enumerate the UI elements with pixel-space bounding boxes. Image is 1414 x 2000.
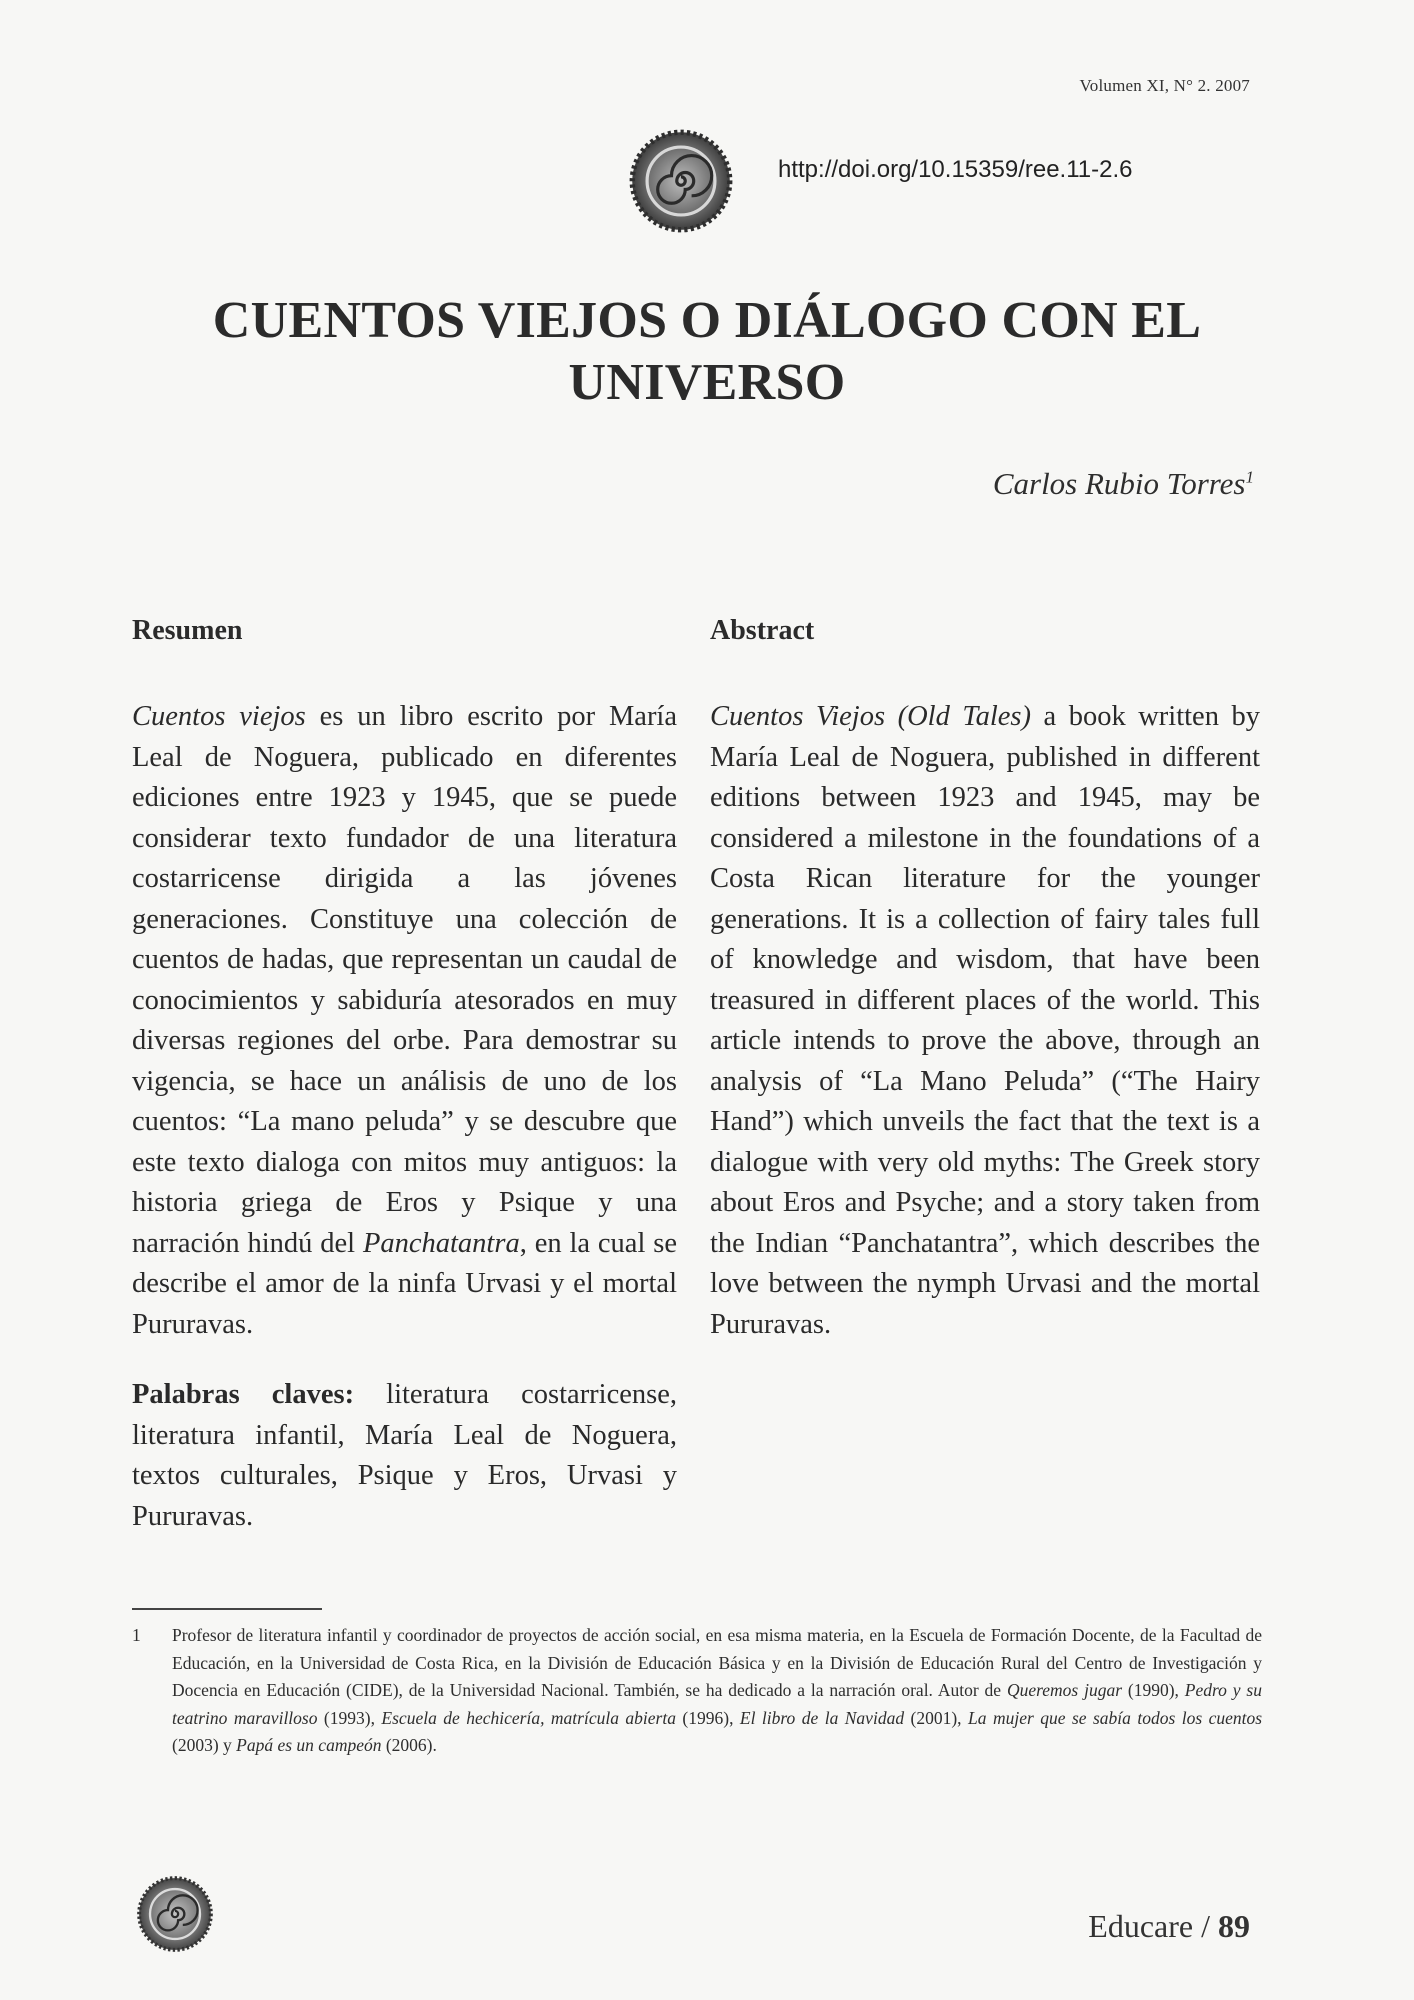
footnote-text-part: Profesor de literatura infantil y coordinador de proyectos de acción social, en esa misma materia, en la Escuela de Formación Docente, de la Facultad de Educación, en la Universidad de Costa Rica, en la División de Educación Básica y en la División de Educación Rural del Centro de Investigación y Docencia en Educación (CIDE), de la Universidad Nacional. También, se ha dedicado a la narración oral. Autor de [172, 1625, 1262, 1700]
footnote-text-part: (2003) y [172, 1735, 237, 1755]
footnote-text-part: (1990), [1122, 1680, 1185, 1700]
book-title: Escuela de hechicería, matrícula abierta [381, 1707, 676, 1728]
resumen-panchatantra-italic: Panchatantra [362, 1227, 520, 1259]
footnote-text-part: (1993), [317, 1707, 382, 1728]
page-footer [1088, 1908, 1250, 1945]
resumen-column [132, 615, 677, 1537]
abstract-heading: Abstract [710, 615, 815, 646]
abstract-lead-italic: Cuentos Viejos (Old Tales) [710, 701, 1031, 732]
footnote-text-part: (2001), [904, 1707, 969, 1728]
author-footnote [132, 1622, 1262, 1760]
footnote-number: 1 [132, 1625, 141, 1645]
book-title: La mujer que se sabía todos los cuentos [968, 1707, 1263, 1728]
keywords-label: Palabras claves: [132, 1379, 355, 1410]
resumen-text [132, 697, 677, 1345]
article-title: CUENTOS VIEJOS O DIÁLOGO CON EL UNIVERSO [212, 292, 1202, 411]
footnote-text [172, 1622, 1262, 1760]
footnote-divider [132, 1608, 322, 1610]
abstract-column [710, 615, 1260, 1345]
author-footnote-marker: 1 [1245, 467, 1254, 487]
volume-issue-label: Volumen XI, N° 2. 2007 [1079, 76, 1250, 95]
author-name-text: Carlos Rubio Torres [992, 466, 1246, 501]
footnote-text-part: (1996), [675, 1707, 740, 1728]
footnote-text-part: (2006). [381, 1735, 437, 1755]
author-name [993, 466, 1254, 502]
spiral-logo-icon [628, 128, 734, 234]
abstract-body: a book written by María Leal de Noguera, published in different editions between 1923 and 1945, may be considered a milestone in the foundations of a Costa Rican literature for the younger generations. It is a collection of fairy tales full of knowledge and wisdom, that have been treasured in different places of the world. This article intends to prove the above, through an analysis of “La Mano Peluda” (“The Hairy Hand”) which unveils the fact that the text is a dialogue with very old myths: The Greek story about Eros and Psyche; and a story taken from the Indian “Panchatantra”, which describes the love between the nymph Urvasi and the mortal Pururavas. [710, 701, 1260, 1340]
book-title: Pedro y su teatrino maravilloso [172, 1680, 1262, 1728]
keywords-list: literatura costarricense, literatura infantil, María Leal de Noguera, textos culturales, Psique y Eros, Urvasi y Pururavas. [132, 1379, 678, 1532]
resumen-body-part2: , en la cual se describe el amor de la ninfa Urvasi y el mortal Pururavas. [132, 1227, 677, 1340]
resumen-heading: Resumen [132, 615, 243, 646]
abstract-text [710, 697, 1260, 1345]
book-title: Queremos jugar [1006, 1680, 1123, 1700]
book-title: El libro de la Navidad [739, 1707, 905, 1728]
page-number: 89 [1218, 1908, 1250, 1944]
journal-name: Educare / [1088, 1908, 1218, 1944]
resumen-lead-italic: Cuentos viejos [132, 701, 306, 732]
spiral-logo-icon [136, 1875, 214, 1953]
resumen-body-part1: es un libro escrito por María Leal de Noguera, publicado en diferentes ediciones entre 1923 y 1945, que se puede considerar texto fundador de una literatura costarricense dirigida a las jóvenes generaciones. Constituye una colección de cuentos de hadas, que representan un caudal de conocimientos y sabiduría atesorados en muy diversas regiones del orbe. Para demostrar su vigencia, se hace un análisis de uno de los cuentos: “La mano peluda” y se descubre que este texto dialoga con mitos muy antiguos: la historia griega de Eros y Psique y una narración hindú del [132, 701, 677, 1259]
keywords-paragraph [132, 1375, 677, 1537]
book-title: Papá es un campeón [236, 1735, 382, 1755]
doi-link[interactable]: http://doi.org/10.15359/ree.11-2.6 [778, 156, 1133, 183]
